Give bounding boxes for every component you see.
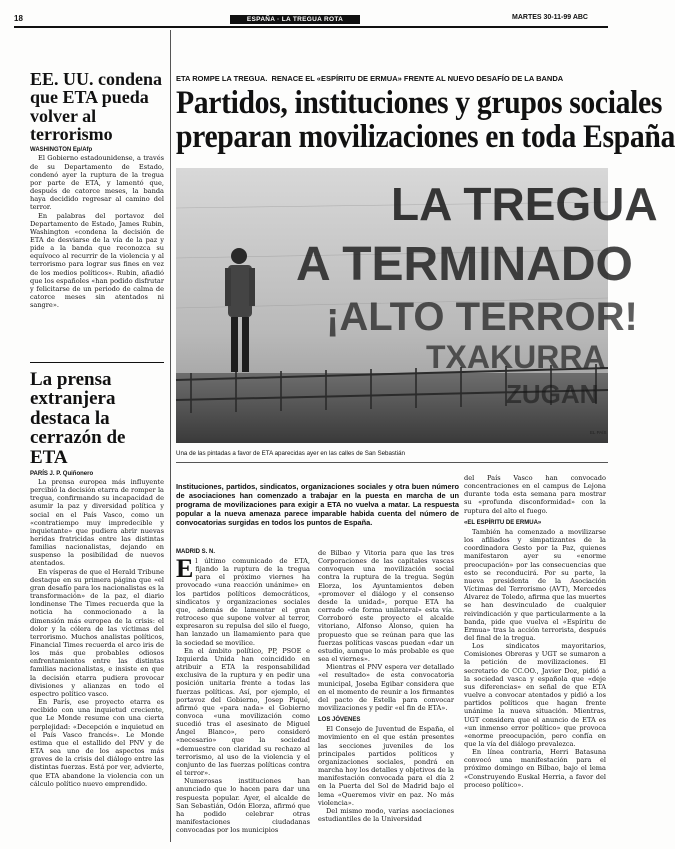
article-column-1 bbox=[176, 549, 310, 837]
article-paragraph: El Consejo de Juventud de España, el movimiento en el que están presentes las secciones juveniles de los principales partidos políticos y organizaciones sociales, pondrá en marcha hoy los detalles y objetivos de la manifestación convocada para el día 2 en la Puerta del Sol de Madrid bajo el lema «Queremos vivir en paz. No más violencia». bbox=[318, 725, 454, 807]
drop-cap: E bbox=[176, 554, 194, 583]
headline-line-2: preparan movilizaciones en toda España bbox=[176, 119, 675, 155]
sidebar-2-paragraph: La prensa europea más influyente percibió la decisión etarra de romper la tregua, confirmando su incapacidad de asumir la paz y diversidad política y social en el País Vasco, como un «contratiempo muy impredecible y inquietante» que pudiera abrir nuevas heridas fratricidas entre las distintas familias nacionalistas, dejando en suspenso la posibilidad de nuevos atentados. bbox=[30, 477, 164, 568]
caption-rule bbox=[176, 462, 608, 463]
article-paragraph: Numerosas instituciones han anunciado que lo hacen para dar una respuesta popular. Ayer, el alcalde de San Sebastián, Odón Elorza, afirmó que ha podido celebrar otras manifestaciones ciudadanas convocadas por los municipios bbox=[176, 777, 310, 835]
article-byline: MADRID S. N. bbox=[176, 549, 215, 555]
sidebar-1-paragraph: En palabras del portavoz del Departamento de Estado, James Rubin, Washington «condena la decisión de ETA de desviarse de la vía de la paz y pide a la banda que reconozca su equívoco al recurrir de la violencia y al terrorismo para lograr sus fines en vez de los medios políticos». Rubin, añadió que los españoles «han podido disfrutar y felicitarse de un periodo de calma de catorce meses sin atentados ni sangre». bbox=[30, 211, 164, 310]
article-paragraph: de Bilbao y Vitoria para que las tres Corporaciones de las capitales vascas convoquen una movilización social contra la ruptura de la tregua. Según Elorza, los Ayuntamientos deben «promover el diálogo y el consenso desde la unidad», porque ETA ha cerrado «de forma unilateral» esta vía. Corroboró este proyecto el alcalde vitoriano, Alfonso Alonso, quien ha propuesto que se reúnan para que las fuerzas políticas vascas puedan «dar un estudio, aunque lo más probable es que sea el viernes». bbox=[318, 549, 454, 664]
article-column-2 bbox=[318, 549, 454, 837]
photo-caption: Una de las pintadas a favor de ETA aparecidas ayer en las calles de San Sebastián bbox=[176, 450, 405, 457]
page-number: 18 bbox=[14, 14, 23, 23]
sidebar-story-1 bbox=[30, 70, 164, 344]
article-paragraph: Del mismo modo, varias asociaciones estudiantiles de la Universidad bbox=[318, 806, 454, 823]
article-paragraph: También ha comenzado a movilizarse los afiliados y simpatizantes de la coordinadora Gesto por la Paz, quienes manifestaron ayer su «enorme preocupación» por las consecuencias que esto se reconducirá. Por su parte, la nueva presidenta de la Asociación Víctimas del Terrorismo (AVT), Mercedes Álvarez de Toledo, afirma que las muertes se han desvinculado de cualquier reivindicación y que particularmente a la banda, pide que vuelva el «Espíritu de Ermua» tras la acción terrorista, después del final de la tregua. bbox=[464, 527, 606, 642]
wall-graffiti-3: ¡ALTO TERROR! bbox=[326, 295, 638, 339]
kicker-rest: RENACE EL «ESPÍRITU DE ERMUA» FRENTE AL NUEVO DESAFÍO DE LA BANDA bbox=[271, 74, 564, 83]
wall-graffiti-2: A TERMINADO bbox=[296, 238, 633, 291]
wall-graffiti-5: ZUGAN bbox=[506, 379, 599, 409]
header-rule bbox=[14, 26, 608, 28]
article-paragraph: l último comunicado de ETA, fijando la ruptura de la tregua para el próximo viernes ha provocado «una reacción unánime» en los partidos políticos democráticos, sindicatos y organizaciones sociales que, además de lamentar el gran retroceso que supone volver al terror, expresaron su repulsa del silo el fuego, han lanzado un llamamiento para que la sociedad se movilice. bbox=[176, 557, 310, 647]
wall-graffiti-1: LA TREGUA bbox=[391, 178, 658, 230]
sidebar-headline-1: EE. UU. condena que ETA pueda volver al terrorismo bbox=[30, 69, 163, 145]
sidebar-1-paragraph: El Gobierno estadounidense, a través de su Departamento de Estado, condenó ayer la ruptura de la tregua por parte de ETA, y lamentó que, después de catorce meses, la banda haya decidido regresar al camino del terror. bbox=[30, 154, 164, 212]
sidebar-2-paragraph: En París, ese proyecto etarra es recibido con una inquietud creciente, que Le Monde resume con una cierta perplejidad: «Decepción e inquietud en el País Vasco francés». Le Monde estima que el estallido del PNV y de ETA sea uno de los aspectos más graves de la crisis del diálogo entre las distintas fuerzas. Está por ver, advierte, que ETA abandone la violencia con un cálculo político nuevo emprendido. bbox=[30, 698, 164, 788]
headline bbox=[176, 85, 675, 155]
sidebar-2-paragraph: En vísperas de que el Herald Tribune destaque en su primera página que «el gran desafío para los nacionalistas es la transformación» de la paz, el diario londinense The Times recuerda que la noticia ha conmocionado a la dimensión más europea de la crisis: el dolor y la cólera de las víctimas del terrorismo. Muchos analistas políticos, Financial Times recuerda el arco iris de los más que probables odiosos enfrentamientos entre las distintas familias nacionalistas, e insiste en que la decisión etarra pudiera provocar divisiones y alianzas en todo el espectro político vasco. bbox=[30, 567, 164, 698]
sidebar-byline-1: WASHINGTON Ep/Afp bbox=[30, 147, 93, 154]
headline-line-1: Partidos, instituciones y grupos sociales bbox=[176, 85, 663, 121]
sidebar-story-rule bbox=[30, 362, 164, 363]
subheading-ermua: «EL ESPÍRITU DE ERMUA» bbox=[464, 519, 542, 526]
article-column-3 bbox=[464, 474, 606, 840]
article-paragraph: Mientras el PNV espera ver detallado «el resultado» de esta convocatoria municipal, Joseba Egibar considera que en el momento de reunir a los firmantes del pacto de Estella para convocar movilizaciones y pedir «el fin de ETA». bbox=[318, 663, 454, 712]
lead-paragraph: Instituciones, partidos, sindicatos, organizaciones sociales y otra buen número de asociaciones han comenzado a trabajar en la puesta en marcha de un programa de movilizaciones para exigir a ETA no vuelva a matar. La respuesta popular a la nueva amenaza parece imparable habida cuenta del número de convocatorias surgidas en todos los puntos de España. bbox=[176, 482, 459, 527]
article-paragraph: Los sindicatos mayoritarios, Comisiones Obreras y UGT se sumaron a la petición de movilizaciones. El secretario de CC.OO., Javier Doz, pidió a la sociedad vasca y española que «deje sus diferencias» en señal de que ETA vuelve a convocar atentados y pidió a los partidos políticos que hagan frente unánime la nueva situación. Mientras, UGT considera que el anuncio de ETA es «un inmenso error político» que provoca «enorme preocupación, pero confía en que la vía del diálogo prevalezca. bbox=[464, 642, 606, 748]
sidebar-headline-2: La prensa extranjera destaca la cerrazón de ETA bbox=[30, 369, 126, 468]
wall-graffiti-4: TXAKURRA bbox=[426, 339, 606, 375]
subheading-young-people: LOS JÓVENES bbox=[318, 717, 361, 724]
kicker bbox=[176, 74, 563, 83]
photo-credit: EL PAÍS bbox=[590, 430, 607, 435]
sidebar-divider bbox=[170, 30, 171, 842]
article-paragraph: En el ámbito político, PP, PSOE e Izquierda Unida han coincidido en atribuir a ETA la responsabilidad exclusiva de la ruptura y en pedir una posición unitaria frente a todas las fuerzas políticas. Así, por ejemplo, el portavoz del Gobierno, Josep Piqué, afirmó que «para nada» el Gobierno convoca «una movilización como sucedió tras el asesinato de Miguel Ángel Blanco», pero consideró «necesario» que la sociedad «demuestre con claridad su rechazo al terrorismo, al uso de la violencia y el conjunto de las fuerzas políticas contra el terror». bbox=[176, 646, 310, 778]
news-photo bbox=[176, 168, 658, 443]
kicker-bold: ETA ROMPE LA TREGUA. bbox=[176, 74, 268, 83]
section-label: ESPAÑA · LA TREGUA ROTA bbox=[230, 15, 360, 24]
date-and-paper: MARTES 30-11-99 ABC bbox=[512, 14, 588, 21]
sidebar-story-2 bbox=[30, 370, 164, 836]
article-paragraph: En línea contraria, Herri Batasuna convocó una manifestación para el próximo domingo en Bilbao, bajo el lema «Construyendo Euskal Herria, a favor del proceso político». bbox=[464, 748, 606, 789]
photo-illustration bbox=[176, 168, 658, 443]
article-paragraph: del País Vasco han convocado concentraciones en el campus de Lejona durante toda esta semana para mostrar su «profunda disconformidad» con la ruptura del alto el fuego. bbox=[464, 474, 606, 515]
sidebar-byline-2: PARÍS J. P. Quiñonero bbox=[30, 470, 94, 477]
